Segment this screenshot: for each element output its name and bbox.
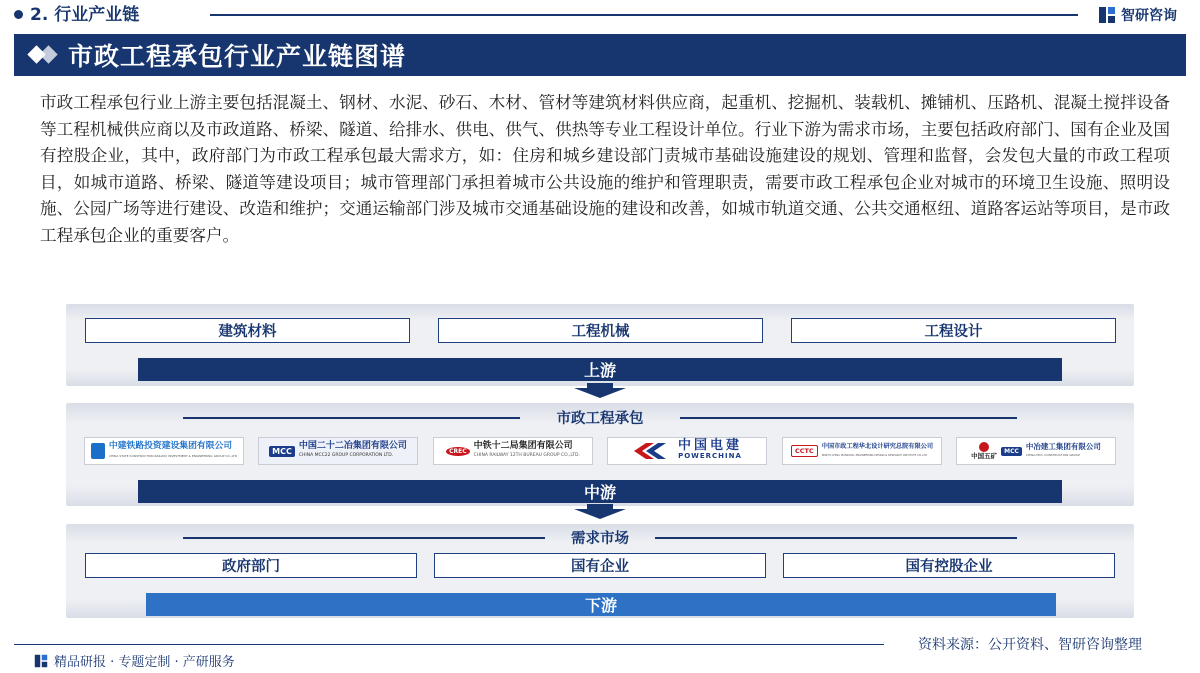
logo-sub: CHINA MCC CONSTRUCTION GROUP [1025, 453, 1080, 457]
section-title: 2. 行业产业链 [30, 5, 140, 25]
logo-crcc12 [433, 437, 593, 465]
powerchina-icon [632, 441, 674, 461]
footer-tagline [34, 651, 235, 670]
downstream-item-soe: 国有企业 [434, 553, 766, 578]
logo-crcc-railway [84, 437, 244, 465]
logo-name: 中铁十二局集团有限公司 [473, 441, 573, 451]
logo-name: 中国市政工程华北设计研究总院有限公司 [821, 443, 934, 450]
down-arrow-icon [574, 383, 626, 398]
upstream-item-design: 工程设计 [791, 318, 1116, 343]
downstream-title-line-left [183, 537, 545, 539]
down-arrow-icon [574, 504, 626, 519]
brand-name: 智研咨询 [1121, 8, 1177, 24]
brand-icon [34, 654, 48, 668]
crec-icon: CREC [446, 447, 470, 456]
downstream-label: 下游 [146, 593, 1056, 616]
mcc-icon: MCC [269, 446, 295, 457]
page-title: 市政工程承包行业产业链图谱 [68, 42, 407, 71]
midstream-title: 市政工程承包 [556, 411, 644, 427]
brand-logo [1098, 3, 1177, 27]
logo-name: 中国二十二冶集团有限公司 [298, 441, 407, 451]
logo-sub: POWERCHINA [678, 452, 742, 460]
logo-extra: 中国五矿 [971, 451, 998, 460]
logo-name: 中建铁路投资建设集团有限公司 [108, 441, 233, 451]
intro-paragraph: 市政工程承包行业上游主要包括混凝土、钢材、水泥、砂石、木材、管材等建筑材料供应商，起重机、挖掘机、装载机、摊铺机、压路机、混凝土搅拌设备等工程机械供应商以及市政道路、桥梁、隧道、给排水、供电、供气、供热等专业工程设计单位。行业下游为需求市场，主要包括政府部门、国有企业及国有控股企业，其中，政府部门为市政工程承包最大需求方，如：住房和城乡建设部门责城市基础设施建设的规划、管理和监督，会发包大量的市政工程项目，如城市道路、桥梁、隧道等建设项目；城市管理部门承担着城市公共设施的维护和管理职责，需要市政工程承包企业对城市的环境卫生设施、照明设施、公园广场等进行建设、改造和维护；交通运输部门涉及城市交通基础设施的建设和改善，如城市轨道交通、公共交通枢纽、道路客运站等项目，是市政工程承包企业的重要客户。 [40, 93, 1170, 245]
downstream-title-line-right [655, 537, 1017, 539]
logo-mcc-construction [956, 437, 1116, 465]
source-note: 资料来源：公开资料、智研咨询整理 [918, 637, 1142, 653]
midstream-label: 中游 [138, 480, 1062, 503]
logo-sub: CHINA MCC22 GROUP CORPORATION LTD. [298, 453, 394, 458]
diamond-icon [28, 45, 62, 65]
upstream-label: 上游 [138, 358, 1062, 381]
logo-sub: NORTH CHINA MUNICIPAL ENGINEERING DESIGN & RESEARCH INSTITUTE CO.,LTD [821, 454, 928, 457]
upstream-item-machinery: 工程机械 [438, 318, 763, 343]
footer-tagline-text: 精品研报 · 专题定制 · 产研服务 [54, 655, 235, 670]
footer-divider [14, 644, 884, 645]
minmetals-icon [979, 442, 989, 452]
upstream-item-materials: 建筑材料 [85, 318, 410, 343]
header-divider [210, 14, 1078, 16]
logo-name: 中国电建 [677, 438, 742, 453]
title-bar [14, 34, 1186, 76]
logo-powerchina [607, 437, 767, 465]
logo-sub: CHINA STATE CONSTRUCTION RAILWAY INVESTMENT & ENGINEERING GROUP CO.,LTD [108, 454, 238, 458]
downstream-item-state-holding: 国有控股企业 [783, 553, 1115, 578]
section-bullet [14, 10, 23, 19]
mcc-icon: MCC [1001, 447, 1022, 456]
cctc-icon: CCTC [791, 445, 818, 457]
crcc-icon [91, 443, 105, 459]
midstream-title-line-left [183, 417, 520, 419]
brand-icon [1098, 6, 1116, 24]
midstream-title-line-right [680, 417, 1017, 419]
downstream-item-government: 政府部门 [85, 553, 417, 578]
logo-cctc [782, 437, 942, 465]
logo-mcc22 [258, 437, 418, 465]
logo-sub: CHINA RAILWAY 12TH BUREAU GROUP CO.,LTD. [473, 453, 580, 458]
logo-name: 中冶建工集团有限公司 [1025, 442, 1101, 451]
downstream-title: 需求市场 [571, 531, 629, 547]
